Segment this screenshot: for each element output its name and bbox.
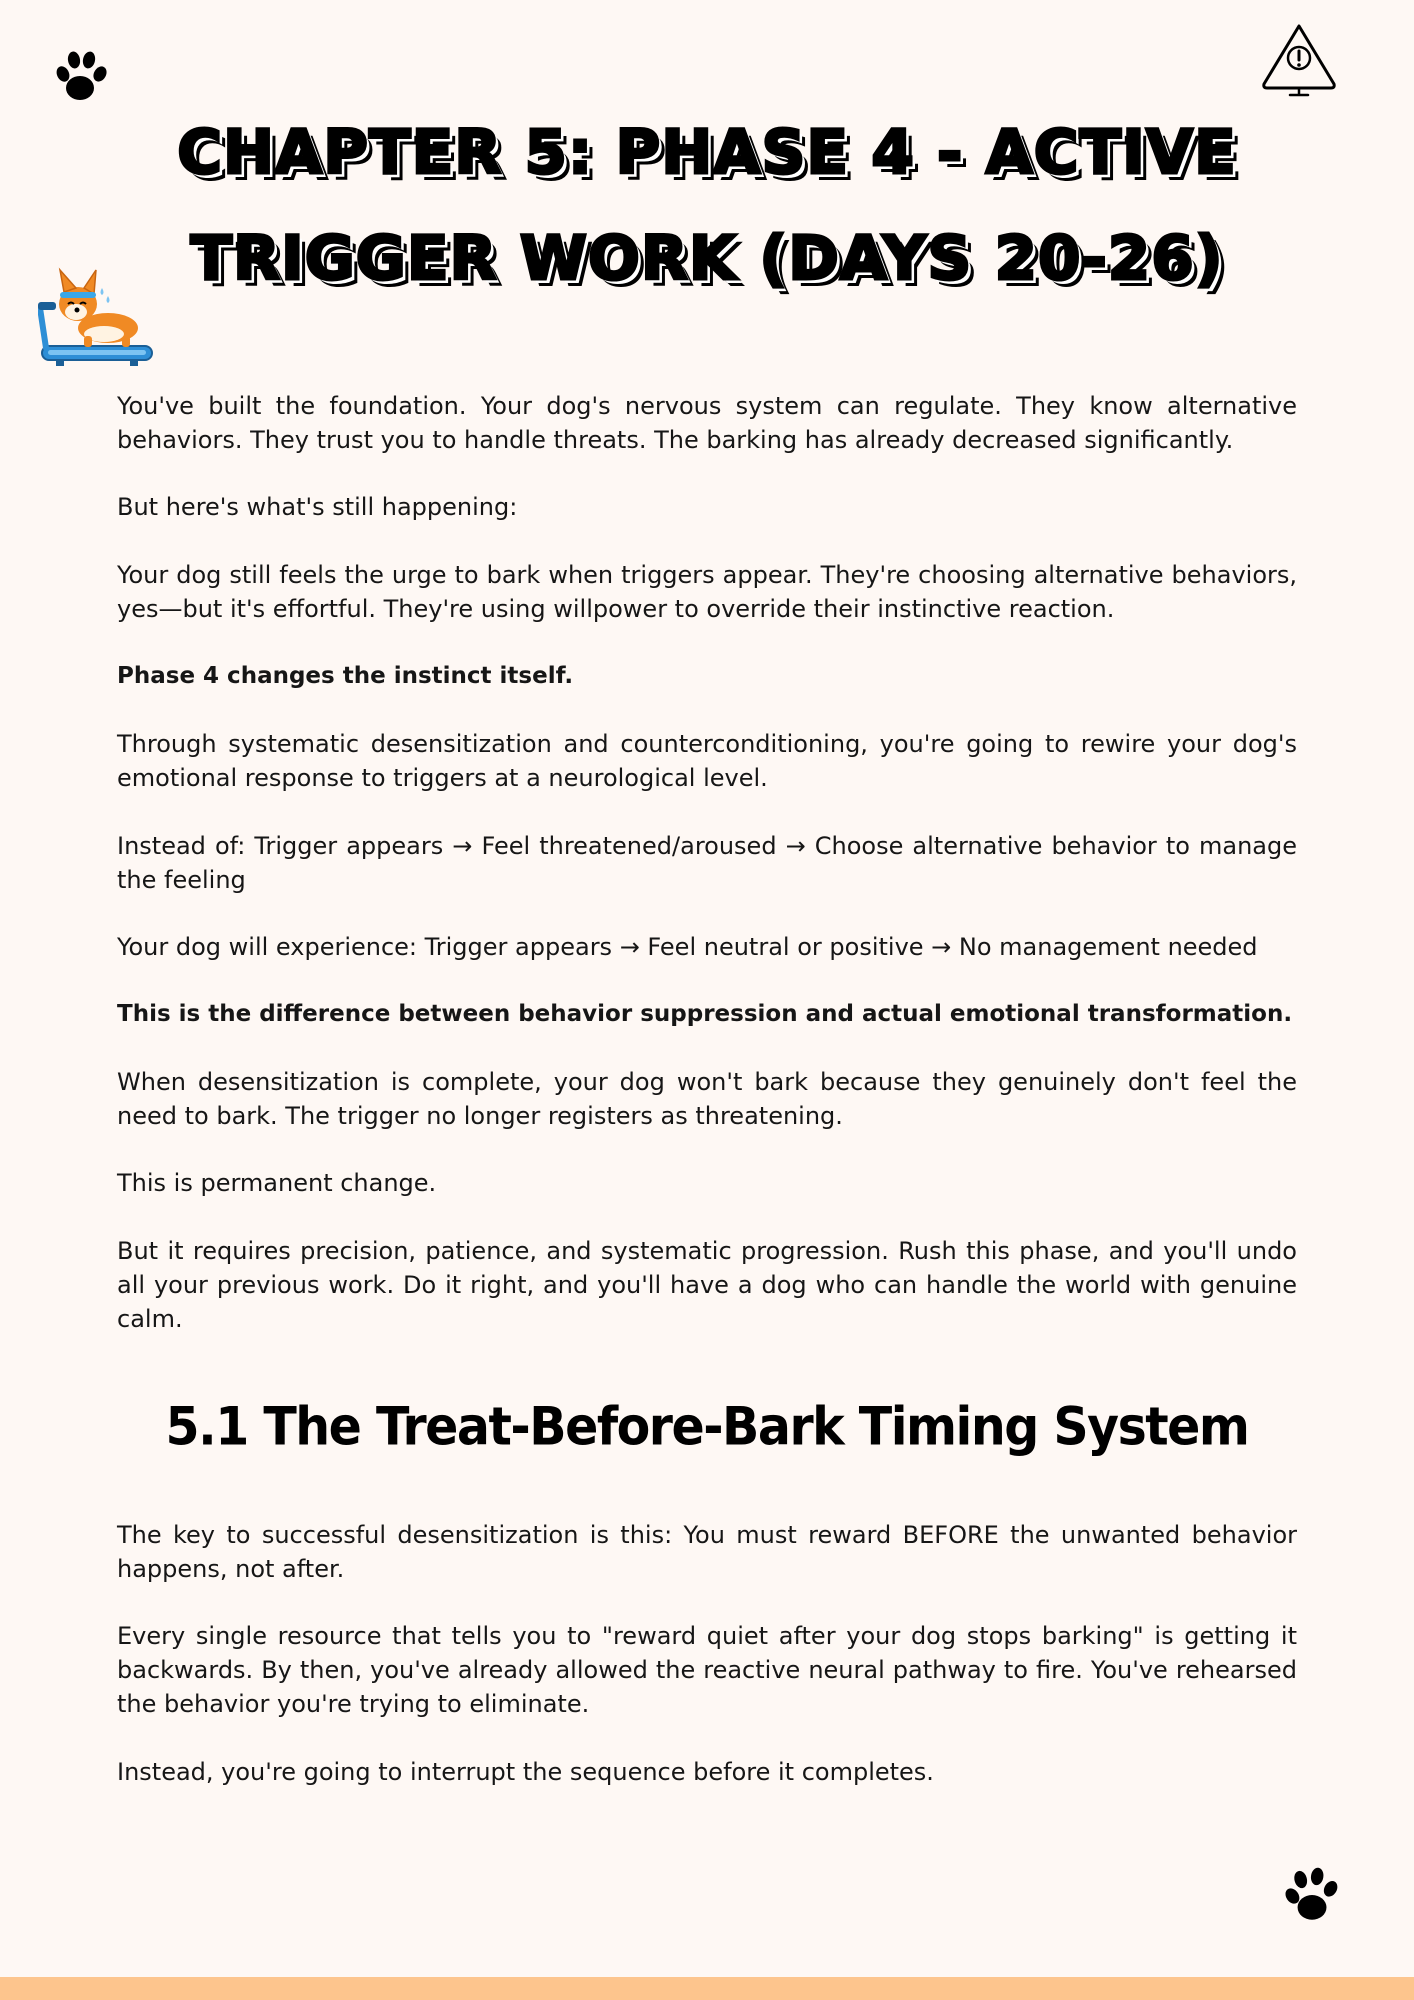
paw-print-icon [50,44,114,108]
intro-paragraph-5: Through systematic desensitization and counterconditioning, you're going to rewire your dog's emotional response to triggers at a neurological level. [117,730,1297,792]
intro-paragraph-2: But here's what's still happening: [117,493,518,521]
chapter-title: CHAPTER 5: PHASE 4 - ACTIVE TRIGGER WORK (DAYS 20-26) [177,117,1237,294]
intro-paragraph-11: But it requires precision, patience, and systematic progression. Rush this phase, and you'll undo all your previous work. Do it right, and you'll have a dog who can handle the world with genuine calm. [117,1237,1297,1333]
warning-sign-icon [1260,22,1338,100]
section-heading: 5.1 The Treat-Before-Bark Timing System [165,1395,1249,1458]
section-paragraph-1: The key to successful desensitization is this: You must reward BEFORE the unwanted behavior happens, not after. [117,1521,1297,1583]
intro-paragraph-3: Your dog still feels the urge to bark when triggers appear. They're choosing alternative behaviors, yes—but it's effortful. They're using willpower to override their instinctive reaction. [117,561,1297,623]
footer-bar [0,1977,1414,2000]
intro-paragraph-1: You've built the foundation. Your dog's nervous system can regulate. They know alternative behaviors. They trust you to handle threats. The barking has already decreased significantly. [117,392,1297,454]
bold-statement-difference: This is the difference between behavior suppression and actual emotional transformation. [117,1001,1293,1027]
paw-print-icon [1278,1862,1344,1928]
section-paragraph-3: Instead, you're going to interrupt the sequence before it completes. [117,1758,934,1786]
intro-paragraph-9: When desensitization is complete, your dog won't bark because they genuinely don't feel the need to bark. The trigger no longer registers as threatening. [117,1068,1297,1130]
bold-statement-phase-4: Phase 4 changes the instinct itself. [117,663,574,689]
intro-paragraph-10: This is permanent change. [117,1169,437,1197]
dog-will-experience-paragraph: Your dog will experience: Trigger appears → Feel neutral or positive → No management needed [117,933,1258,961]
instead-of-paragraph: Instead of: Trigger appears → Feel threatened/aroused → Choose alternative behavior to manage the feeling [117,832,1297,894]
section-paragraph-2: Every single resource that tells you to "reward quiet after your dog stops barking" is getting it backwards. By then, you've already allowed the reactive neural pathway to fire. You've rehearsed the behavior you're trying to eliminate. [117,1622,1297,1718]
